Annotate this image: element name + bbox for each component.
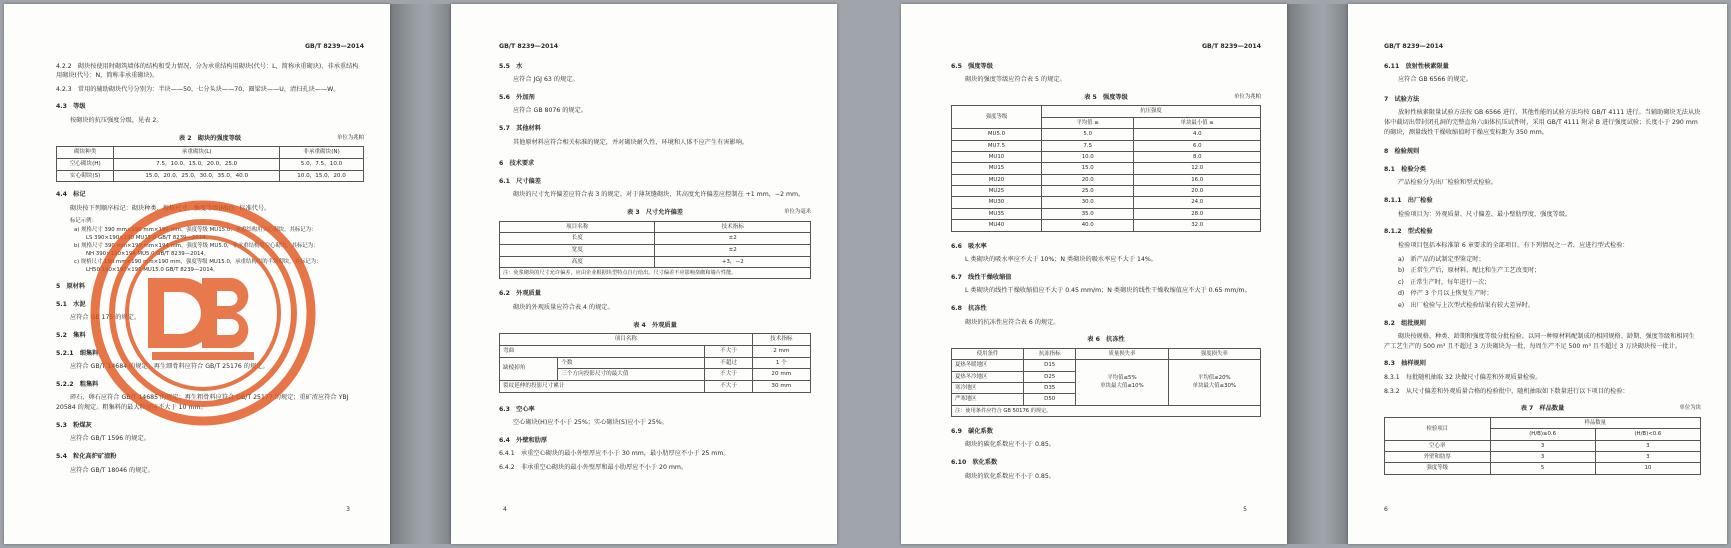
paragraph: 6.4.2 非承重空心砌块的最小外壁厚和最小肋厚应不小于 20 mm。 xyxy=(499,463,688,471)
document-page-6 xyxy=(1348,4,1727,544)
paragraph: 6.4.1 承重空心砌块的最小外壁厚应不小于 30 mm，最小肋厚应不小于 25 mm。 xyxy=(499,450,730,458)
section-heading: 6.2 外观质量 xyxy=(499,290,541,298)
section-heading: 8.3 抽样规则 xyxy=(1384,360,1426,368)
example-title: 标记示例： xyxy=(70,218,97,225)
table-row: 夏热冬暖地区 D15 平均值≤5% 单块最大值≤10% 平均值≤20% 单块最大值≤30% xyxy=(952,360,1261,371)
table-row: MU40 40.0 32.0 xyxy=(952,220,1261,231)
example-line: a) 规格尺寸 390 mm×190 mm×190 mm、强度等级 MU15.0、承重结构用实心砌块，其标记为： xyxy=(74,226,317,233)
table-note: 注：免浆砌块的尺寸允许偏差，应由企业根据块型特点自行给出。尺寸偏差不应影响垒砌和墙片性能。 xyxy=(500,268,811,279)
paragraph: 8.3.1 每批随机抽取 32 块做尺寸偏差和外观质量检验。 xyxy=(1384,374,1542,382)
section-heading: 6.6 吸水率 xyxy=(951,242,987,250)
paragraph: 放射性核素限量试验方法按 GB 6566 进行，其他性能的试验方法均按 GB/T 4111 进行。当辅助砌块无法从块体中截切出带封闭孔洞的完整直角六面体抗压试件时，采用 GB/T 4111 附录 B 进行强度试验；长度小于 290 mm 的砌块，测量线性干燥收缩值时干燥应变标距为 350 mm。 xyxy=(1384,109,1701,136)
page-header: GB/T 8239—2014 xyxy=(499,43,559,50)
section-heading: 6 技术要求 xyxy=(499,160,535,168)
document-page-3 xyxy=(4,4,390,544)
table-row: 寒冷地区 D35 xyxy=(952,382,1261,393)
table-caption: 表 6 抗冻性 xyxy=(1087,336,1125,344)
example-line: LH50 190×190×190 MU15.0 GB/T 8239—2014。 xyxy=(86,267,219,274)
paragraph: 检验项目包括本标准第 6 章要求的全部项目。有下列情况之一者，应进行型式检验： xyxy=(1398,241,1629,249)
page-number: 3 xyxy=(346,505,350,513)
document-page-5 xyxy=(901,4,1287,544)
section-heading: 5.6 外加剂 xyxy=(499,93,535,101)
table-7-sample-quantity: 检验项目 样品数量 (H/B)≥0.6 (H/B)<0.6 空心率 3 3 外壁和肋厚 3 3 强度等级 5 10 xyxy=(1384,417,1701,475)
paragraph: 砌块的碳化系数应不小于 0.85。 xyxy=(965,441,1055,449)
binding-gutter xyxy=(1287,4,1348,544)
section-heading: 5.1 水泥 xyxy=(56,300,86,308)
section-heading: 5 原材料 xyxy=(56,283,86,291)
section-heading: 8 检验规则 xyxy=(1384,148,1420,156)
binding-gutter xyxy=(390,4,451,544)
table-4-appearance-quality: 项目名称 技术指标 弯曲 不大于 2 mm 缺棱掉角 个数 不超过 1 个 三个方向投影尺寸的最大值 不大于 20 mm 裂纹延伸的投影尺寸累计 不大于 30 mm xyxy=(499,333,811,392)
table-note: 注：使用条件应符合 GB 50176 的规定。 xyxy=(952,405,1261,416)
example-line: NH 390×190×194 MU5.0 GB/T 8239—2014。 xyxy=(86,250,210,257)
clause-4-2-3: 4.2.3 常用的辅助砌块代号分别为：半块——50，七分头块——70，圈梁块——U，清扫孔块——W。 xyxy=(56,85,340,93)
list-item: a) 新产品的试制定型鉴定时； xyxy=(1398,255,1485,263)
table-row: 空心率 3 3 xyxy=(1385,440,1701,451)
paragraph: 应符合 GB/T 18046 的规定。 xyxy=(70,466,154,474)
document-page-4 xyxy=(451,4,837,544)
paragraph: 砌块的软化系数应不小于 0.85。 xyxy=(965,472,1055,480)
section-heading: 6.4 外壁和肋厚 xyxy=(499,436,548,444)
table-row: 弯曲 不大于 2 mm xyxy=(500,345,811,357)
section-heading: 5.4 粒化高炉矿渣粉 xyxy=(56,452,117,460)
table-row: 裂纹延伸的投影尺寸累计 不大于 30 mm xyxy=(500,380,811,392)
section-heading: 5.3 粉煤灰 xyxy=(56,421,92,429)
table-row: 缺棱掉角 个数 不超过 1 个 xyxy=(500,357,811,369)
section-heading: 5.2.2 粗集料 xyxy=(56,380,99,388)
section-heading: 6.10 软化系数 xyxy=(951,458,998,466)
paragraph: 砌块的尺寸允许偏差应符合表 3 的规定。对于薄灰缝砌块，其高度允许偏差应控制在 +1 mm，−2 mm。 xyxy=(513,191,805,199)
paragraph: 产品检验分为出厂检验和型式检验。 xyxy=(1398,179,1497,187)
list-item: b) 正常生产后，原材料、配比和生产工艺改变时； xyxy=(1398,267,1541,275)
page-header: GB/T 8239—2014 xyxy=(1201,43,1261,50)
table-row: 外壁和肋厚 3 3 xyxy=(1385,451,1701,462)
table-2-strength-grades: 砌块种类 承重砌块(L) 非承重砌块(N) 空心砌块(H) 7.5，10.0，15.0，20.0，25.0 5.0，7.5，10.0 实心砌块(S) 15.0，20.0，25.0，30.0，35.0，40.0 10.0，15.0，20.0 xyxy=(56,146,364,182)
paragraph: 应符合 GB/T 1596 的规定。 xyxy=(70,435,150,443)
section-heading: 8.2 组批规则 xyxy=(1384,319,1426,327)
paragraph: 碎石、卵石应符合 GB/T 14685 的规定；再生粗骨料应符合 GB/T 25177 的规定；重矿渣应符合 YBJ 20584 的规定。粗集料的最大粒径应不大于 10 mm。 xyxy=(56,394,349,412)
paragraph: 8.3.2 从尺寸偏差和外观质量合格的检验批中，随机抽取如下数量进行以下项目的检验： xyxy=(1384,387,1629,395)
table-caption: 表 2 砌块的强度等级 单位为兆帕 xyxy=(178,134,364,142)
page-header: GB/T 8239—2014 xyxy=(1384,43,1444,50)
paragraph: 应符合 GB 8076 的规定。 xyxy=(513,107,587,115)
table-caption: 表 7 样品数量 单位为块 xyxy=(1520,405,1701,413)
example-line: LS 390×190×190 MU15.0 GB/T 8239—2014。 xyxy=(86,234,211,241)
table-row: 高度 +3，−2 xyxy=(500,256,811,268)
section-heading: 6.11 放射性核素限量 xyxy=(1384,62,1449,70)
table-row: 强度等级 5 10 xyxy=(1385,463,1701,474)
section-heading: 5.2.1 细集料 xyxy=(56,349,99,357)
table-row: 夏热冬冷地区 D25 xyxy=(952,371,1261,382)
section-heading: 4.3 等级 xyxy=(56,103,86,111)
table-row: 空心砌块(H) 7.5，10.0，15.0，20.0，25.0 5.0，7.5，10.0 xyxy=(57,158,364,170)
table-caption: 表 4 外观质量 xyxy=(633,321,677,329)
section-heading: 8.1.1 出厂检验 xyxy=(1384,197,1433,205)
table-row: 三个方向投影尺寸的最大值 不大于 20 mm xyxy=(500,369,811,381)
table-row: MU5.0 5.0 4.0 xyxy=(952,129,1261,140)
paragraph: 砌块按规格、种类、龄期和强度等级分批检验。以同一种原材料配制成的相同规格、龄期、强度等级和相同生产工艺生产的 500 m³ 且不超过 3 万块砌块为一批，每周生产不足 500 m³ 且不超过 3 万块砌块按一批计。 xyxy=(1384,333,1695,350)
section-heading: 8.1.2 型式检验 xyxy=(1384,228,1433,236)
paragraph: 应符合 GB 175 的规定。 xyxy=(70,314,141,322)
paragraph: 砌块的抗冻性应符合表 6 的规定。 xyxy=(965,318,1060,326)
paragraph: 检验项目为：外观质量、尺寸偏差、最小壁肋厚度、强度等级。 xyxy=(1398,210,1572,218)
table-row: MU7.5 7.5 6.0 xyxy=(952,140,1261,151)
paragraph: 应符合 GB 6566 的规定。 xyxy=(1398,76,1472,84)
paragraph: 其他原材料应符合相关标准的规定，并对砌块耐久性、环境和人体不应产生有害影响。 xyxy=(513,138,749,146)
table-row: 实心砌块(S) 15.0，20.0，25.0，30.0，35.0，40.0 10.0，15.0，20.0 xyxy=(57,170,364,182)
page-number: 5 xyxy=(1243,505,1247,513)
table-5-strength-grade: 强度等级 抗压强度 平均值 ≥ 单块最小值 ≥ MU5.0 5.0 4.0 MU7.5 7.5 6.0 MU10 10.0 8.0 MU15 15.0 12.0 MU20 20.0 16.0 MU25 25.0 20.0 MU30 30.0 24.0 MU35 35.0 28.0 MU40 40.0 32.0 xyxy=(951,105,1261,231)
section-heading: 5.7 其他材料 xyxy=(499,125,541,133)
table-row: 宽度 ±2 xyxy=(500,245,811,257)
paragraph: L 类砌块的吸水率应不大于 10%；N 类砌块的吸水率应不大于 14%。 xyxy=(965,256,1157,264)
section-heading: 8.1 检验分类 xyxy=(1384,165,1426,173)
example-line: c) 规格尺寸 190 mm×190 mm×190 mm，强度等级 MU15.0，承重结构用的半块砌块，其标记为： xyxy=(74,259,322,265)
page-header: GB/T 8239—2014 xyxy=(304,43,364,50)
example-line: b) 规格尺寸 390 mm×190 mm×194 mm，强度等级 MU5.0，非承重结构用空心砌块，其标记为： xyxy=(74,242,319,249)
paragraph: 空心砌块(H)应不小于 25%；实心砌块(S)应小于 25%。 xyxy=(513,419,668,427)
section-heading: 6.5 强度等级 xyxy=(951,62,993,70)
page-number: 6 xyxy=(1384,505,1388,513)
paragraph: 应符合 GB/T 14684 的规定；再生细骨料应符合 GB/T 25176 的规定。 xyxy=(70,363,269,371)
paragraph: 应符合 JGJ 63 的规定。 xyxy=(513,76,579,84)
list-item: c) 正常生产时，每年进行一次； xyxy=(1398,278,1491,286)
table-row: MU35 35.0 28.0 xyxy=(952,208,1261,219)
paragraph: 砌块的外观质量应符合表 4 的规定。 xyxy=(513,304,614,311)
table-caption: 表 5 强度等级 单位为兆帕 xyxy=(1084,93,1261,101)
table-row: MU30 30.0 24.0 xyxy=(952,197,1261,208)
table-3-dimension-tolerance: 项目名称 技术指标 长度 ±2 宽度 ±2 高度 +3，−2 注：免浆砌块的尺寸允许偏差，应由企业根据块型特点自行给出。尺寸偏差不应影响垒砌和墙片性能。 xyxy=(499,221,811,280)
table-row: 严寒地区 D50 xyxy=(952,394,1261,405)
table-row: MU25 25.0 20.0 xyxy=(952,186,1261,197)
list-item: d) 停产 3 个月以上恢复生产时； xyxy=(1398,290,1493,298)
table-row: 长度 ±2 xyxy=(500,233,811,245)
section-heading: 6.7 线性干燥收缩值 xyxy=(951,273,1012,281)
section-heading: 6.9 碳化系数 xyxy=(951,427,993,435)
paragraph: 按砌块的抗压强度分级，见表 2。 xyxy=(70,117,163,125)
table-row: MU10 10.0 8.0 xyxy=(952,151,1261,162)
paragraph: 砌块按下列顺序标记：砌块种类、规格尺寸、强度等级(MU)、标准代号。 xyxy=(70,204,271,212)
table-row: MU15 15.0 12.0 xyxy=(952,163,1261,174)
section-heading: 4.4 标记 xyxy=(56,191,86,199)
table-row: MU20 20.0 16.0 xyxy=(952,174,1261,185)
clause-4-2-2: 4.2.2 砌块按使用时砌筑墙体的结构和受力情况，分为承重结构用砌块(代号：L，简称承重砌块)、非承重结构用砌块(代号：N，简称非承重砌块)。 xyxy=(56,62,359,80)
page-number: 4 xyxy=(503,505,507,513)
section-heading: 5.2 集料 xyxy=(56,332,86,340)
section-heading: 6.8 抗冻性 xyxy=(951,305,987,312)
section-heading: 6.3 空心率 xyxy=(499,405,535,413)
section-heading: 5.5 水 xyxy=(499,62,523,70)
table-6-frost-resistance: 使用条件 抗冻指标 质量损失率 强度损失率 夏热冬暖地区 D15 平均值≤5% 单块最大值≤10% 平均值≤20% 单块最大值≤30% 夏热冬冷地区 D25 寒冷地区 D35 严寒地区 D50 注：使用条件应符合 GB 50176 的规定。 xyxy=(951,348,1261,417)
list-item: e) 出厂检验与上次型式检验结果有较大差异时。 xyxy=(1398,301,1535,309)
paragraph: 砌块的强度等级应符合表 5 的规定。 xyxy=(965,76,1066,84)
table-caption: 表 3 尺寸允许偏差 单位为毫米 xyxy=(627,209,811,217)
section-heading: 6.1 尺寸偏差 xyxy=(499,177,541,185)
section-heading: 7 试验方法 xyxy=(1384,95,1420,103)
paragraph: L 类砌块的线性干燥收缩值应不大于 0.45 mm/m；N 类砌块的线性干燥收缩值应不大于 0.65 mm/m。 xyxy=(965,287,1251,295)
